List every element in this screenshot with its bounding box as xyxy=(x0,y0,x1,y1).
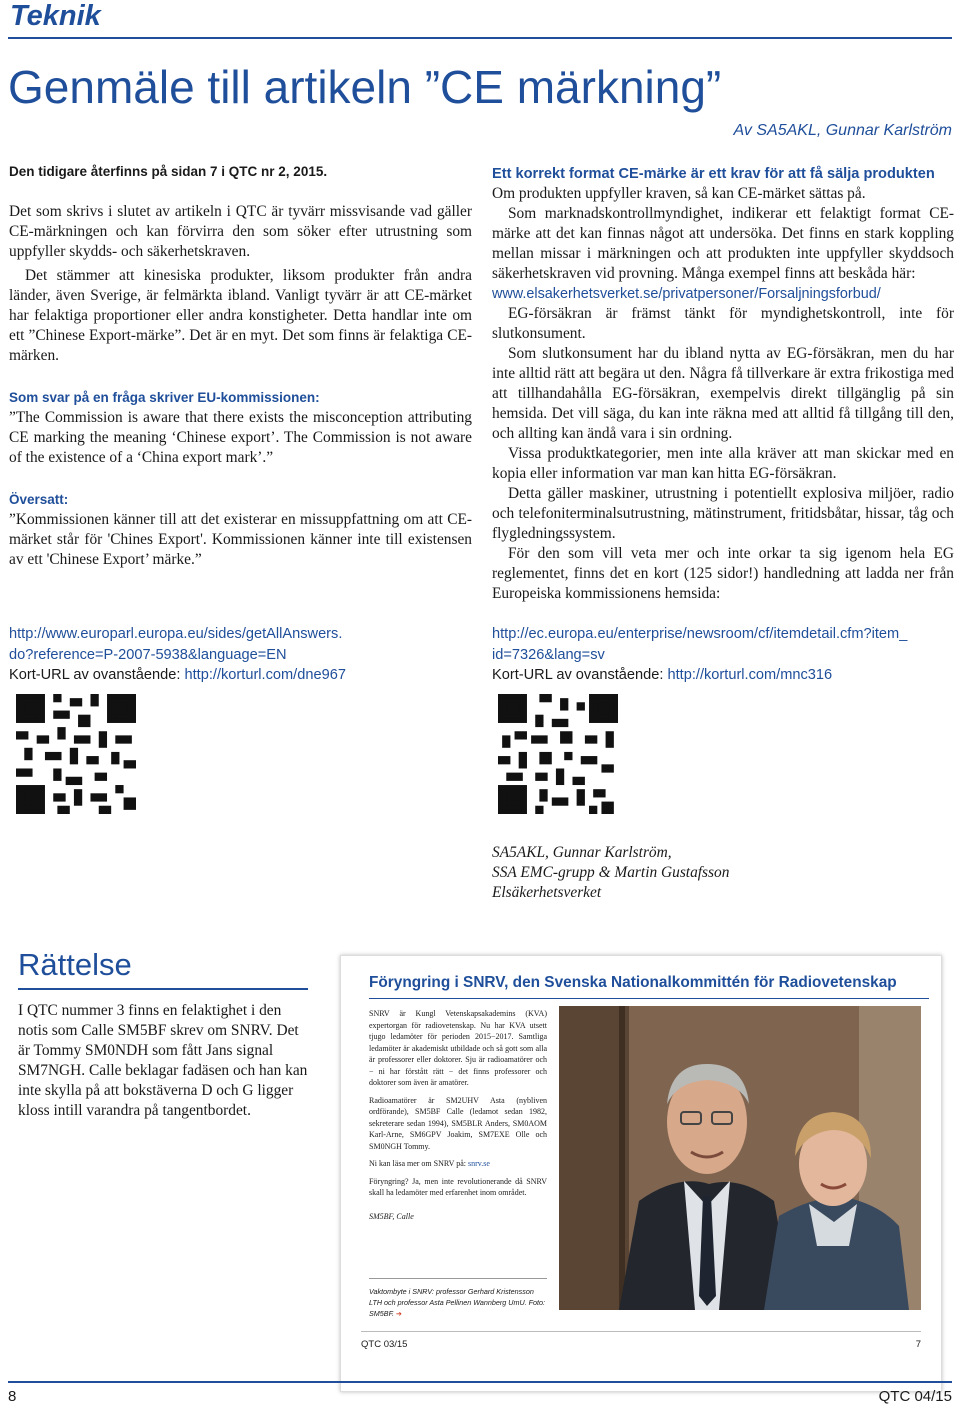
footer-rule xyxy=(8,1381,952,1383)
inset-page xyxy=(340,955,942,1392)
subheading: Översatt: xyxy=(9,492,69,507)
quote: ”The Commission is aware that there exists the misconception attributing CE marking the meaning ‘Chinese export’. The Commission is not aware of the existence of a ‘China export mark’.” xyxy=(9,409,472,466)
arrow-icon: ➔ xyxy=(396,1309,403,1318)
short-url-link[interactable]: http://korturl.com/dne967 xyxy=(184,667,346,683)
paragraph: Ni kan läsa mer om SNRV på: snrv.se xyxy=(369,1159,490,1168)
inset-text xyxy=(369,1008,547,1222)
short-url-label: Kort-URL av ovanstående: xyxy=(492,667,668,683)
paragraph: Om produkten uppfyller kraven, så kan CE-märket sättas på. xyxy=(492,185,866,202)
photo-caption: Vaktombyte i SNRV: professor Gerhard Kristensson LTH och professor Asta Pellinen Wannberg UmU. Foto: SM5BF. ➔ xyxy=(369,1287,546,1318)
issue-label: QTC 04/15 xyxy=(878,1388,952,1405)
article-link[interactable]: http://www.europarl.europa.eu/sides/getAllAnswers. do?reference=P-2007-5938&language=EN xyxy=(9,626,343,663)
subheading: Ett korrekt format CE-märke är ett krav för att få sälja produkten xyxy=(492,166,935,182)
article-title: Genmäle till artikeln ”CE märkning” xyxy=(8,61,722,113)
qr-code xyxy=(16,694,136,814)
photo xyxy=(559,1006,921,1310)
inset-rule xyxy=(369,998,929,999)
elsakerhetsverket-link[interactable]: www.elsakerhetsverket.se/privatpersoner/Forsaljningsforbud/ xyxy=(492,286,881,302)
rattelse-body: I QTC nummer 3 finns en felaktighet i den notis som Calle SM5BF skrev om SNRV. Det är Tommy SM0NDH som fått Jans signal SM7NGH. Calle beklagar fadäsen och han kan inte skylla på att bokstäverna D och G ligger kloss intill varandra på tangentbordet. xyxy=(18,1002,308,1119)
inset-footer-right: 7 xyxy=(915,1339,921,1350)
paragraph: Föryngring? Ja, men inte revolutionerande då SNRV skall ha ledamöter med erfarenhet inom området. xyxy=(369,1176,547,1197)
subheading: Som svar på en fråga skriver EU-kommissionen: xyxy=(9,390,320,405)
paragraph: Vissa produktkategorier, men inte alla kräver att man skickar med en kopia eller information var man kan hitta EG-försäkran. xyxy=(492,445,954,482)
paragraph: För den som vill veta mer och inte orkar ta sig igenom hela EG reglementet, finns det en kort (125 sidor!) handledning att ladda ner från Europeiska kommissionens hemsida: xyxy=(492,545,954,602)
caption-rule xyxy=(369,1278,547,1279)
inset-title: Föryngring i SNRV, den Svenska Nationalkommittén för Radiovetenskap xyxy=(369,974,897,991)
qr-code xyxy=(498,694,618,814)
paragraph: Det som skrivs i slutet av artikeln i QTC är tyvärr missvisande vad gäller CE-märkningen och kan förvirra den som söker efter utrustning som uppfyller skydds- och säkerhetskraven. xyxy=(9,203,472,260)
signature: SA5AKL, Gunnar Karlström, SSA EMC-grupp & Martin Gustafsson Elsäkerhetsverket xyxy=(492,844,730,901)
short-url-link[interactable]: http://korturl.com/mnc316 xyxy=(667,667,833,683)
inset-sign: SM5BF, Calle xyxy=(369,1211,414,1221)
paragraph: Som slutkonsument har du ibland nytta av EG-försäkran, men du har inte alltid rätt att begära ut den. Några få tillverkare är extra frikostiga med att tillhandahålla EG-försäkran, exempelvis direkt tillgänglig på sin hemsida. Det vill säga, du kan inte räkna med att alltid få tillgång till den, och allting kan ändå vara i sin ordning. xyxy=(492,345,954,442)
right-column xyxy=(492,164,954,604)
left-url-block xyxy=(9,624,479,686)
paragraph: EG-försäkran är främst tänkt för myndighetskontroll, inte för slutkonsument. xyxy=(492,305,954,342)
rattelse-title: Rättelse xyxy=(18,947,132,982)
snrv-link[interactable]: snrv.se xyxy=(467,1159,490,1168)
paragraph: SNRV är Kungl Vetenskapsakademins (KVA) expertorgan för radiovetenskap. Nu har KVA utsett tjugo ledamöter för perioden 2015−2017. Samtliga ledamöter är akademiskt utbildade och så gott som alla är professorer eller doktorer. Sju är radioamatörer och − ni har förstått rätt − det finns professorer och doktorer som även är amatörer. xyxy=(369,1009,547,1087)
header-rule xyxy=(8,37,952,39)
left-column xyxy=(9,162,472,570)
paragraph: Radioamatörer är SM2UHV Asta (nybliven ordförande), SM5BF Calle (ledamot sedan 1982, sekreterare sedan 1994), SM5BLR Anders, SM0AOM Karl-Arne, SM6GPV Joakim, SM7EXE Olle och SM0NGH Tommy. xyxy=(369,1095,547,1151)
inset-footer-rule xyxy=(361,1331,921,1332)
paragraph: Som marknadskontrollmyndighet, indikerar ett felaktigt format CE-märke att det kan finnas något att undersöka. Det finns en stark koppling mellan missar i märkningen och att produkten inte uppfyller skyddsoch säkerhetskraven vid provning. Många exempel finns att beskåda här: xyxy=(492,205,954,282)
paragraph: Detta gäller maskiner, utrustning i potentiellt explosiva miljöer, radio och telefoniterminalsutrustning, mätinstrument, fritidsbåtar, hissar, tåg och flygledningssystem. xyxy=(492,485,954,542)
rattelse-rule xyxy=(18,988,308,990)
inset-footer-left: QTC 03/15 xyxy=(361,1339,408,1350)
paragraph: Det stämmer att kinesiska produkter, liksom produkter från andra länder, även Sverige, är felmärkta ibland. Vanligt tyvärr är att CE-märket har felaktiga proportioner eller andra konstigheter. Detta handlar inte om ett ”Chinese Export-märke”. Det är en myt. Det som finns är felaktiga CE-märken. xyxy=(9,267,472,364)
intro-note: Den tidigare återfinns på sidan 7 i QTC nr 2, 2015. xyxy=(9,164,328,179)
section-label: Teknik xyxy=(10,0,101,32)
article-link[interactable]: http://ec.europa.eu/enterprise/newsroom/cf/itemdetail.cfm?item_ id=7326&lang=sv xyxy=(492,626,908,663)
short-url-label: Kort-URL av ovanstående: xyxy=(9,667,185,683)
page-number: 8 xyxy=(8,1388,17,1405)
byline: Av SA5AKL, Gunnar Karlström xyxy=(733,122,952,139)
right-url-block xyxy=(492,624,954,686)
translation: ”Kommissionen känner till att det existerar en missuppfattning om att CE-märket står för 'Chines Export'. Kommissionen känner inte till existensen av ett 'Chinese Export’ märke.” xyxy=(9,511,472,568)
